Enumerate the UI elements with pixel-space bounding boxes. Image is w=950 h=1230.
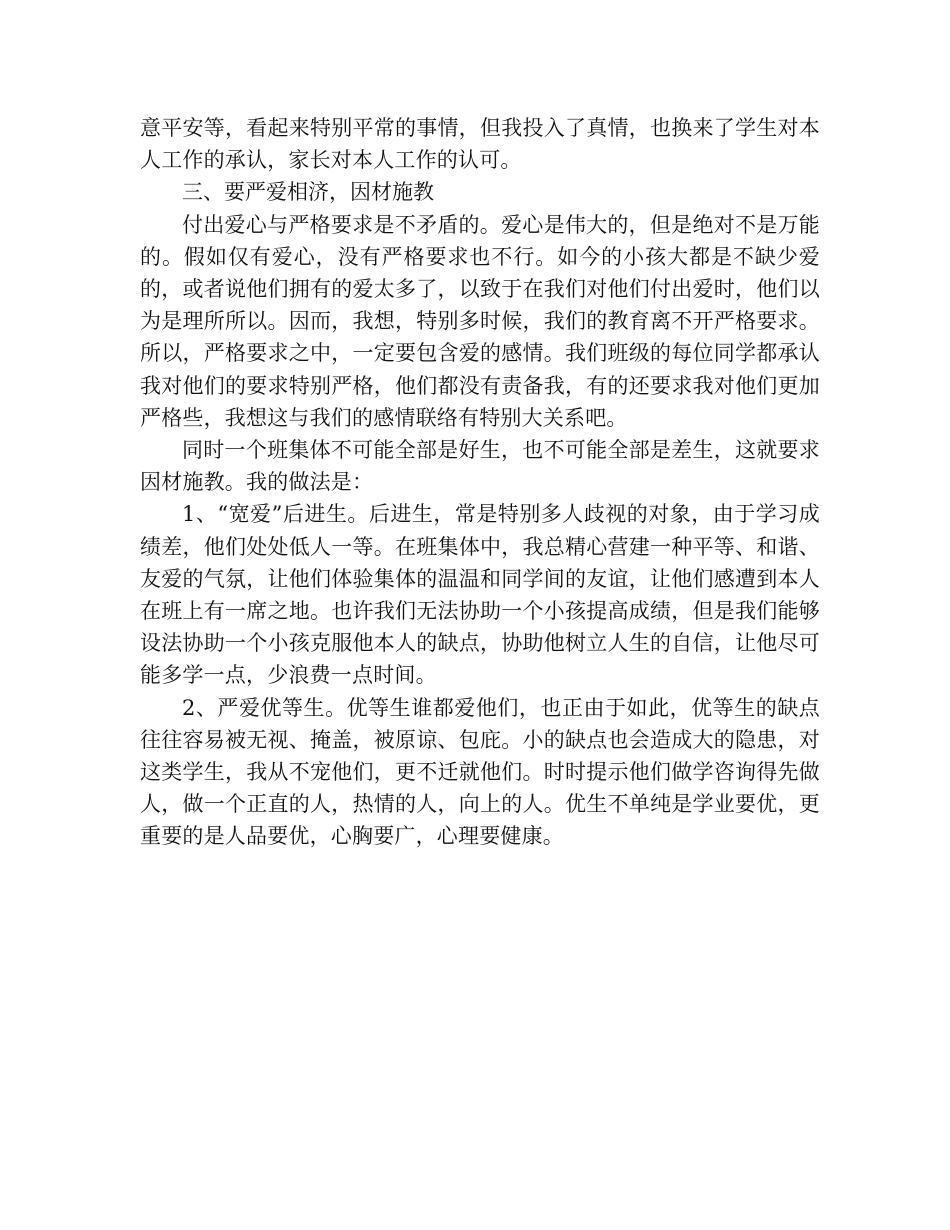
- section-heading: 三、要严爱相济，因材施教: [182, 180, 434, 205]
- paragraph-individualized-teaching: 同时一个班集体不可能全部是好生，也不可能全部是差生，这就要求因材施教。我的做法是：: [140, 438, 820, 495]
- document-page: [140, 112, 820, 853]
- paragraph-continuation: 意平安等，看起来特别平常的事情，但我投入了真情，也换来了学生对本人工作的承认，家长对本人工作的认可。: [140, 116, 820, 173]
- paragraph-love-and-strictness: 付出爱心与严格要求是不矛盾的。爱心是伟大的，但是绝对不是万能的。假如仅有爱心，没有严格要求也不行。如今的小孩大都是不缺少爱的，或者说他们拥有的爱太多了，以致于在我们对他们付出爱时，他们以为是理所所以。因而，我想，特别多时候，我们的教育离不开严格要求。所以，严格要求之中，一定要包含爱的感情。我们班级的每位同学都承认我对他们的要求特别严格，他们都没有责备我，有的还要求我对他们更加严格些，我想这与我们的感情联络有特别大关系吧。: [140, 212, 820, 430]
- paragraph-top-students: 2、严爱优等生。优等生谁都爱他们，也正由于如此，优等生的缺点往往容易被无视、掩盖，被原谅、包庇。小的缺点也会造成大的隐患，对这类学生，我从不宠他们，更不迁就他们。时时提示他们做学咨询得先做人，做一个正直的人，热情的人，向上的人。优生不单纯是学业要优，更重要的是人品要优，心胸要广，心理要健康。: [140, 695, 820, 849]
- paragraph-lagging-students: 1、“宽爱”后进生。后进生，常是特别多人歧视的对象，由于学习成绩差，他们处处低人一等。在班集体中，我总精心营建一种平等、和谐、友爱的气氛，让他们体验集体的温温和同学间的友谊，让他们感遭到本人在班上有一席之地。也许我们无法协助一个小孩提高成绩，但是我们能够设法协助一个小孩克服他本人的缺点，协助他树立人生的自信，让他尽可能多学一点，少浪费一点时间。: [140, 502, 820, 688]
